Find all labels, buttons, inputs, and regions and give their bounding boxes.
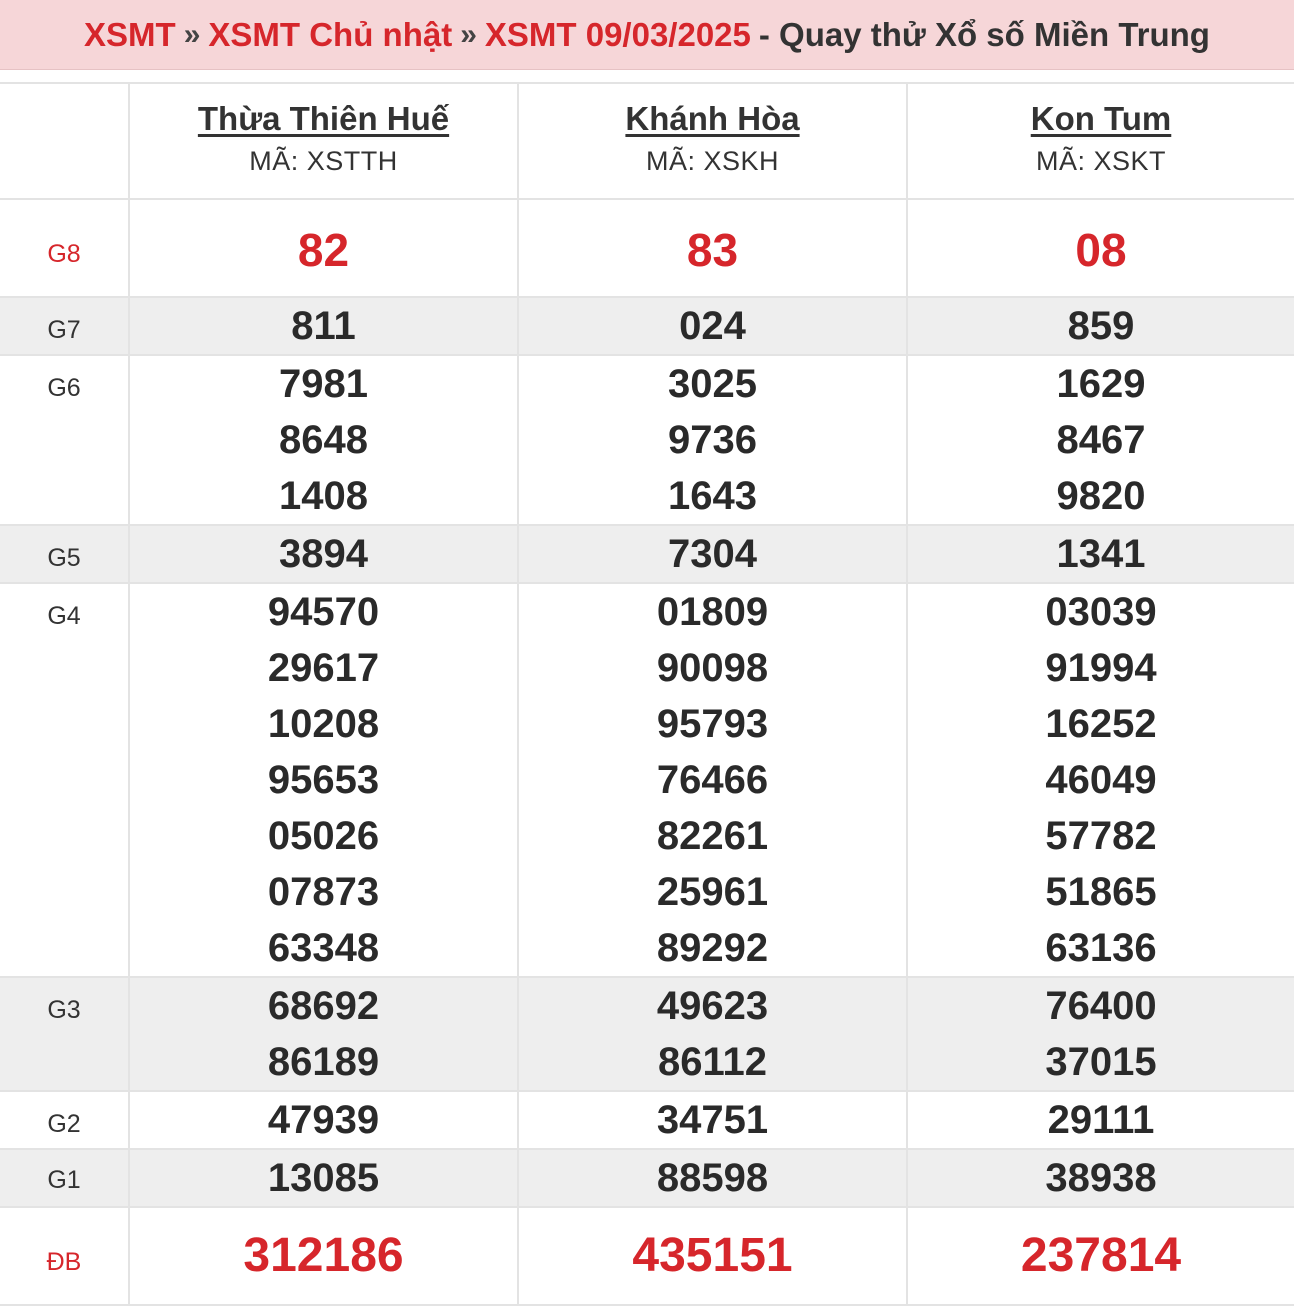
prize-number: 237814 (1020, 1229, 1182, 1282)
prize-cell (518, 583, 907, 977)
breadcrumb-link-xsmt[interactable]: XSMT (84, 15, 176, 53)
prize-number: 46049 (1045, 758, 1157, 802)
prize-row-g2 (0, 1091, 1294, 1149)
prize-label: ĐB (0, 1207, 129, 1305)
prize-label: G5 (0, 525, 129, 583)
prize-cell (518, 1091, 907, 1149)
prize-number: 90098 (656, 646, 769, 690)
prize-cell (129, 355, 518, 525)
prize-number: 51865 (1045, 870, 1157, 914)
prize-number: 16252 (1045, 702, 1157, 746)
prize-number: 34751 (656, 1098, 769, 1142)
prize-cell (129, 525, 518, 583)
prize-label: G2 (0, 1091, 129, 1149)
prize-number: 1341 (1056, 532, 1146, 576)
prize-number: 95653 (267, 758, 380, 802)
prize-number: 1408 (279, 474, 368, 518)
prize-row-g1 (0, 1149, 1294, 1207)
prize-number: 49623 (656, 984, 769, 1028)
prize-cell (129, 1091, 518, 1149)
prize-cell (518, 1207, 907, 1305)
prize-number: 63348 (267, 926, 380, 970)
prize-label: G1 (0, 1149, 129, 1207)
prize-cell (129, 1149, 518, 1207)
prize-number: 9820 (1056, 474, 1146, 518)
prize-label: G8 (0, 199, 129, 297)
province-header-khanh-hoa (518, 83, 907, 199)
prize-cell (518, 355, 907, 525)
prize-number: 25961 (656, 870, 769, 914)
prize-number: 29617 (267, 646, 380, 690)
prize-row-g6 (0, 355, 1294, 525)
prize-number: 1643 (668, 474, 757, 518)
breadcrumb-link-sunday[interactable]: XSMT Chủ nhật (208, 15, 453, 53)
prize-cell (907, 199, 1294, 297)
prize-number: 7981 (279, 362, 368, 406)
prize-cell (907, 1149, 1294, 1207)
province-code: MÃ: XSTTH (249, 146, 398, 176)
prize-number: 63136 (1045, 926, 1157, 970)
prize-label: G4 (0, 583, 129, 977)
prize-row-g7 (0, 297, 1294, 355)
prize-number: 3025 (668, 362, 757, 406)
prize-number: 811 (291, 304, 356, 348)
prize-cell (129, 297, 518, 355)
prize-label: G6 (0, 355, 129, 525)
breadcrumb-link-date[interactable]: XSMT 09/03/2025 (484, 15, 751, 53)
prize-number: 8467 (1056, 418, 1146, 462)
breadcrumb-separator: » (183, 17, 201, 51)
prize-number: 8648 (279, 418, 368, 462)
prize-number: 7304 (668, 532, 757, 576)
breadcrumb-separator: » (460, 17, 477, 51)
prize-number: 435151 (632, 1229, 793, 1282)
prize-cell (907, 1207, 1294, 1305)
prize-number: 9736 (668, 418, 757, 462)
province-link[interactable]: Khánh Hòa (625, 100, 800, 137)
prize-number: 82 (297, 224, 350, 276)
province-header-hue (129, 83, 518, 199)
prize-row-g5 (0, 525, 1294, 583)
prize-number: 76400 (1045, 984, 1157, 1028)
prize-number: 47939 (267, 1098, 380, 1142)
prize-number: 68692 (267, 984, 380, 1028)
prize-number: 05026 (267, 814, 380, 858)
prize-cell (907, 1091, 1294, 1149)
prize-number: 10208 (267, 702, 380, 746)
prize-cell (907, 297, 1294, 355)
prize-cell (129, 583, 518, 977)
province-code: MÃ: XSKT (1035, 146, 1167, 176)
prize-number: 01809 (656, 590, 769, 634)
prize-row-g8 (0, 199, 1294, 297)
prize-number: 13085 (267, 1156, 380, 1200)
prize-number: 08 (1075, 224, 1127, 276)
page-title: - Quay thử Xổ số Miền Trung (758, 15, 1210, 53)
header-corner (0, 83, 129, 199)
prize-cell (518, 1149, 907, 1207)
prize-number: 86112 (657, 1040, 768, 1084)
province-code: MÃ: XSKH (645, 146, 780, 176)
prize-number: 89292 (656, 926, 769, 970)
province-header-row (0, 83, 1294, 199)
prize-cell (129, 199, 518, 297)
prize-number: 57782 (1045, 814, 1157, 858)
prize-number: 024 (679, 304, 746, 348)
prize-cell (907, 583, 1294, 977)
prize-rows (0, 199, 1294, 1305)
prize-cell (518, 977, 907, 1091)
prize-number: 95793 (656, 702, 769, 746)
prize-row-g4 (0, 583, 1294, 977)
prize-row-db (0, 1207, 1294, 1305)
prize-number: 83 (686, 224, 739, 276)
prize-cell (907, 355, 1294, 525)
prize-cell (518, 297, 907, 355)
prize-label: G3 (0, 977, 129, 1091)
prize-cell (907, 977, 1294, 1091)
prize-number: 91994 (1045, 646, 1157, 690)
prize-number: 07873 (267, 870, 380, 914)
prize-number: 88598 (656, 1156, 769, 1200)
prize-number: 37015 (1045, 1040, 1157, 1084)
results-table (0, 82, 1294, 1306)
breadcrumb (0, 0, 1294, 70)
prize-number: 03039 (1045, 590, 1157, 634)
prize-cell (129, 1207, 518, 1305)
prize-number: 38938 (1045, 1156, 1157, 1200)
prize-cell (129, 977, 518, 1091)
prize-cell (907, 525, 1294, 583)
prize-number: 859 (1067, 304, 1135, 348)
prize-number: 82261 (656, 814, 769, 858)
province-link[interactable]: Kon Tum (1030, 100, 1172, 137)
province-header-kon-tum (907, 83, 1294, 199)
prize-number: 94570 (267, 590, 380, 634)
prize-label: G7 (0, 297, 129, 355)
province-link[interactable]: Thừa Thiên Huế (197, 100, 450, 137)
prize-number: 76466 (656, 758, 769, 802)
prize-cell (518, 525, 907, 583)
prize-number: 3894 (279, 532, 368, 576)
prize-row-g3 (0, 977, 1294, 1091)
prize-number: 86189 (267, 1040, 380, 1084)
prize-cell (518, 199, 907, 297)
prize-number: 1629 (1056, 362, 1146, 406)
prize-number: 29111 (1047, 1098, 1155, 1142)
prize-number: 312186 (243, 1229, 404, 1282)
